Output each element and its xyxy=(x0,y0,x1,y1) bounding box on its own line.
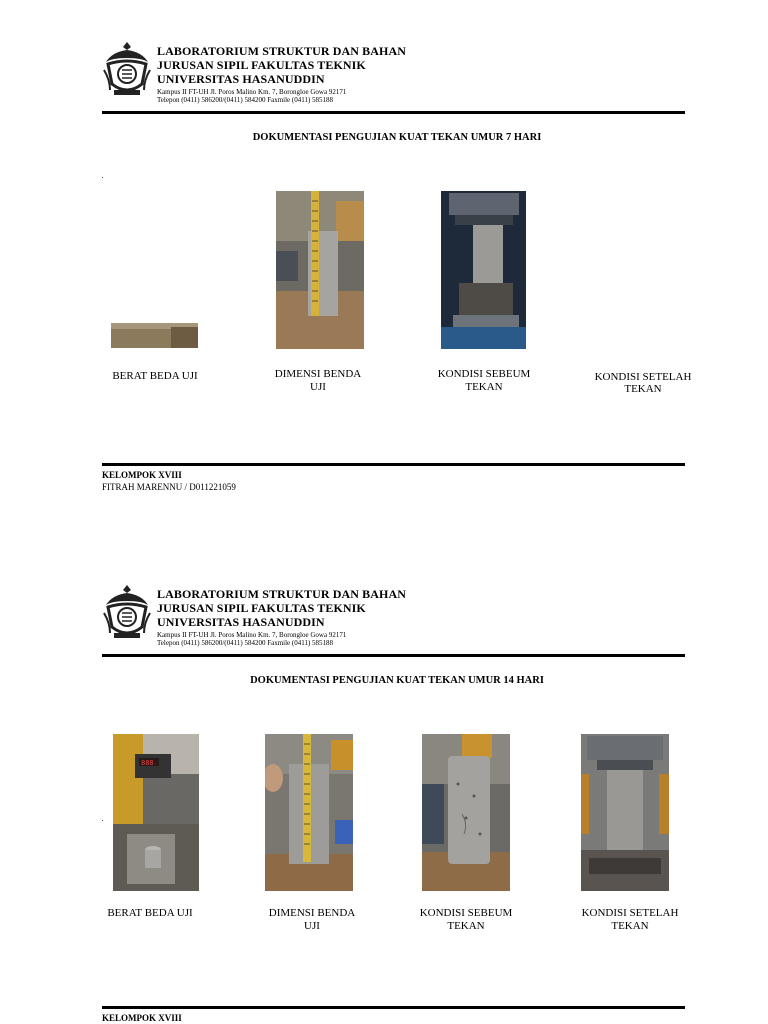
photo-weight-14d xyxy=(113,734,199,891)
department-name: JURUSAN SIPIL FAKULTAS TEKNIK xyxy=(157,58,366,72)
university-logo-icon-2 xyxy=(102,583,152,641)
lab-name-2: LABORATORIUM STRUKTUR DAN BAHAN xyxy=(157,587,407,601)
caption-dimension-7d-line1: DIMENSI BENDA xyxy=(274,368,362,380)
phone-text-2: Telepon (0411) 586200/(0411) 584200 Faxmile (0411) 585188 xyxy=(157,639,334,647)
photo-weight-7d xyxy=(111,323,198,348)
svg-text:888: 888 xyxy=(141,759,154,767)
stray-mark xyxy=(102,177,103,178)
caption-after-7d-line1: KONDISI SETELAH xyxy=(594,371,692,383)
section1-title: DOKUMENTASI PENGUJIAN KUAT TEKAN UMUR 7 HARI xyxy=(252,132,542,143)
group-label-2: KELOMPOK XVIII xyxy=(102,1013,182,1023)
caption-after-14d-line2: TEKAN xyxy=(611,920,649,932)
university-logo-icon xyxy=(102,40,152,98)
caption-after-7d-line2: TEKAN xyxy=(624,383,662,395)
caption-before-7d-line1: KONDISI SEBEUM xyxy=(437,368,531,380)
caption-after-14d-line1: KONDISI SETELAH xyxy=(581,907,679,919)
footer-divider-2 xyxy=(102,1006,685,1009)
photo-before-7d xyxy=(441,191,526,349)
header-divider xyxy=(102,111,685,114)
university-name-2: UNIVERSITAS HASANUDDIN xyxy=(157,615,325,629)
department-name-2: JURUSAN SIPIL FAKULTAS TEKNIK xyxy=(157,601,366,615)
caption-dimension-14d-line2: UJI xyxy=(304,920,320,932)
photo-after-14d xyxy=(581,734,669,891)
phone-text: Telepon (0411) 586200/(0411) 584200 Faxmile (0411) 585188 xyxy=(157,96,334,104)
footer-divider-1 xyxy=(102,463,685,466)
caption-weight-7d: BERAT BEDA UJI xyxy=(112,370,198,382)
photo-dimension-7d xyxy=(276,191,364,349)
section2-title: DOKUMENTASI PENGUJIAN KUAT TEKAN UMUR 14 HARI xyxy=(250,675,544,686)
caption-before-14d-line1: KONDISI SEBEUM xyxy=(419,907,513,919)
address-text: Kampus II FT-UH Jl. Poros Malino Km. 7, Borongloe Gowa 92171 xyxy=(157,88,347,96)
caption-weight-14d: BERAT BEDA UJI xyxy=(107,907,193,919)
photo-dimension-14d xyxy=(265,734,353,891)
group-label-1: KELOMPOK XVIII xyxy=(102,470,182,480)
stray-mark-2 xyxy=(102,820,103,821)
caption-before-14d-line2: TEKAN xyxy=(447,920,485,932)
lab-name: LABORATORIUM STRUKTUR DAN BAHAN xyxy=(157,44,407,58)
header-divider-2 xyxy=(102,654,685,657)
address-text-2: Kampus II FT-UH Jl. Poros Malino Km. 7, Borongloe Gowa 92171 xyxy=(157,631,347,639)
member-name: FITRAH MARENNU / D011221059 xyxy=(102,482,236,492)
caption-before-7d-line2: TEKAN xyxy=(465,381,503,393)
photo-before-14d xyxy=(422,734,510,891)
university-name: UNIVERSITAS HASANUDDIN xyxy=(157,72,325,86)
caption-dimension-14d-line1: DIMENSI BENDA xyxy=(268,907,356,919)
caption-dimension-7d-line2: UJI xyxy=(310,381,326,393)
